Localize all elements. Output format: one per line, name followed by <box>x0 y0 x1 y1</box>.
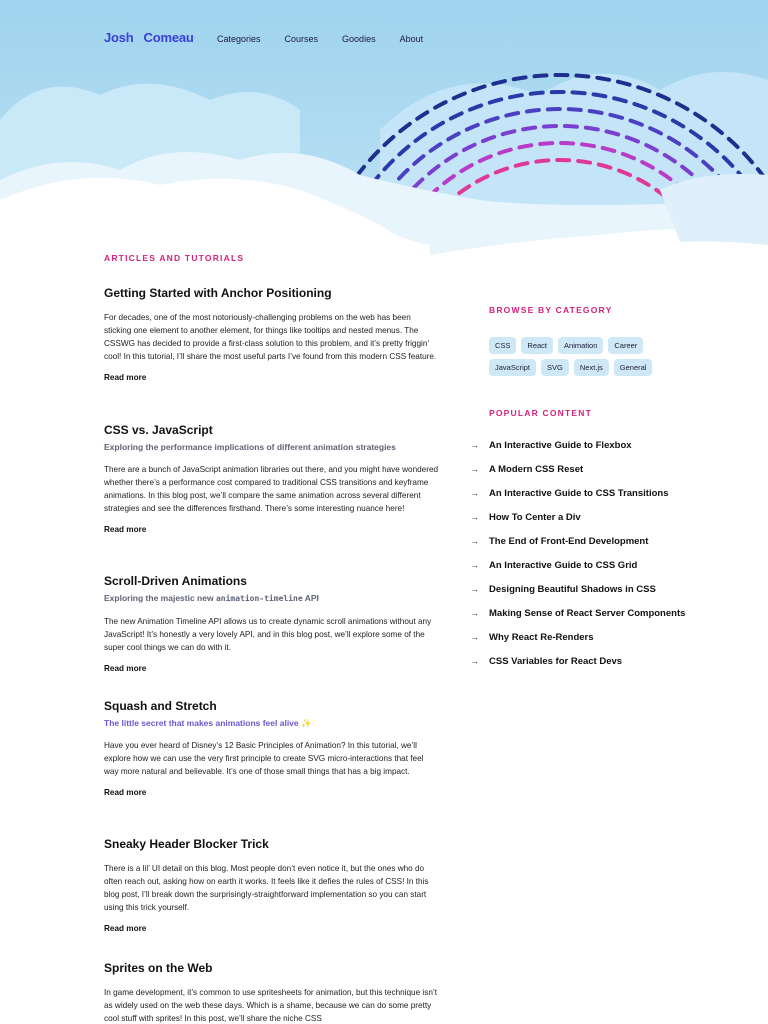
popular-item[interactable]: → Making Sense of React Server Components <box>489 606 709 622</box>
category-chip-general[interactable]: General <box>614 359 653 376</box>
read-more-link[interactable]: Read more <box>104 525 147 534</box>
articles-heading: ARTICLES AND TUTORIALS <box>104 253 245 263</box>
category-chip-svg[interactable]: SVG <box>541 359 569 376</box>
read-more-link[interactable]: Read more <box>104 373 147 382</box>
nav-about[interactable]: About <box>399 34 424 44</box>
popular-item[interactable]: → A Modern CSS Reset <box>489 462 709 478</box>
popular-item[interactable]: → An Interactive Guide to CSS Grid <box>489 558 709 574</box>
popular-item[interactable]: → CSS Variables for React Devs <box>489 654 709 670</box>
article-excerpt: There is a lil’ UI detail on this blog. Most people don’t even notice it, but the ones who do often reach out, asking how on earth it works. It feels like it defies the rules of CSS! In this blog post, I’ll break down the surprisingly-straightforward implementation so you can start using this trick yourself. <box>104 864 429 912</box>
arrow-right-icon: → <box>470 560 479 570</box>
popular-item[interactable]: → An Interactive Guide to CSS Transitions <box>489 486 709 502</box>
category-sidebar <box>489 305 689 381</box>
article-title[interactable]: Getting Started with Anchor Positioning <box>104 286 332 300</box>
category-chips <box>489 337 669 381</box>
category-chip-css[interactable]: CSS <box>489 337 516 354</box>
arrow-right-icon: → <box>470 632 479 642</box>
arrow-right-icon: → <box>470 488 479 498</box>
article-excerpt: In game development, it’s common to use spritesheets for animation, but this technique isn’t as widely used on the web these days. Which is a shame, because we can do some pretty cool stuff with sprites! In this post, we’ll share the niche CSS <box>104 988 437 1023</box>
article-title[interactable]: Scroll-Driven Animations <box>104 574 247 588</box>
popular-item[interactable]: → An Interactive Guide to Flexbox <box>489 438 709 454</box>
popular-item[interactable]: → Why React Re-Renders <box>489 630 709 646</box>
popular-item[interactable]: → Designing Beautiful Shadows in CSS <box>489 582 709 598</box>
article-card <box>104 837 440 933</box>
popular-list <box>470 438 709 670</box>
arrow-right-icon: → <box>470 608 479 618</box>
article-card <box>104 286 440 382</box>
article-card <box>104 961 440 1024</box>
arrow-right-icon: → <box>470 464 479 474</box>
arrow-right-icon: → <box>470 656 479 666</box>
article-card <box>104 423 440 534</box>
category-chip-nextjs[interactable]: Next.js <box>574 359 609 376</box>
read-more-link[interactable]: Read more <box>104 788 147 797</box>
article-excerpt: There are a bunch of JavaScript animation libraries out there, and you might have wondered whether there’s a performance cost compared to traditional CSS transitions and keyframe animations. In this blog post, we’ll compare the same animation across several different strategies and see the differences firsthand. There’s some interesting nuance here! <box>104 465 439 513</box>
logo-last-name: Comeau <box>143 30 194 45</box>
site-logo[interactable] <box>104 30 194 45</box>
article-card <box>104 574 440 673</box>
category-chip-animation[interactable]: Animation <box>558 337 603 354</box>
article-subtitle: Exploring the majestic new animation-timeline API <box>104 593 319 603</box>
logo-first-name: Josh <box>104 30 134 45</box>
nav-courses[interactable]: Courses <box>284 34 319 44</box>
nav-categories[interactable]: Categories <box>217 34 261 44</box>
read-more-link[interactable]: Read more <box>104 664 147 673</box>
category-chip-career[interactable]: Career <box>608 337 643 354</box>
read-more-link[interactable]: Read more <box>104 924 147 933</box>
article-card <box>104 699 440 797</box>
category-chip-react[interactable]: React <box>521 337 553 354</box>
code-snippet: animation-timeline <box>215 594 303 603</box>
arrow-right-icon: → <box>470 512 479 522</box>
article-subtitle: Exploring the performance implications of different animation strategies <box>104 442 396 452</box>
popular-heading: POPULAR CONTENT <box>489 408 592 418</box>
main-nav <box>217 34 447 44</box>
article-subtitle: The little secret that makes animations feel alive ✨ <box>104 718 312 728</box>
arrow-right-icon: → <box>470 440 479 450</box>
article-title[interactable]: CSS vs. JavaScript <box>104 423 213 437</box>
article-title[interactable]: Sneaky Header Blocker Trick <box>104 837 269 851</box>
articles-section <box>104 253 440 1023</box>
article-excerpt: Have you ever heard of Disney’s 12 Basic Principles of Animation? In this tutorial, we’ll explore how we can use the very first principle to create SVG micro-interactions that feel way more natural and believable. It’s one of those small things that has a big impact. <box>104 741 424 776</box>
category-heading: BROWSE BY CATEGORY <box>489 305 613 315</box>
article-title[interactable]: Squash and Stretch <box>104 699 217 713</box>
popular-item[interactable]: → The End of Front-End Development <box>489 534 709 550</box>
arrow-right-icon: → <box>470 536 479 546</box>
arrow-right-icon: → <box>470 584 479 594</box>
article-title[interactable]: Sprites on the Web <box>104 961 213 975</box>
article-excerpt: The new Animation Timeline API allows us to create dynamic scroll animations without any JavaScript! It’s honestly a very lovely API, and in this blog post, we’ll explore some of the super cool things we can do with it. <box>104 617 432 652</box>
site-header <box>0 0 768 78</box>
nav-goodies[interactable]: Goodies <box>342 34 376 44</box>
popular-item[interactable]: → How To Center a Div <box>489 510 709 526</box>
article-excerpt: For decades, one of the most notoriously-challenging problems on the web has been sticking one element to another element, for things like tooltips and nested menus. The CSSWG has decided to provide a first-class solution to this problem, and it’s pretty friggin’ cool! In this tutorial, I’ll share the most useful parts I’ve found from this modern CSS feature. <box>104 313 437 361</box>
popular-content <box>470 408 709 678</box>
category-chip-javascript[interactable]: JavaScript <box>489 359 536 376</box>
